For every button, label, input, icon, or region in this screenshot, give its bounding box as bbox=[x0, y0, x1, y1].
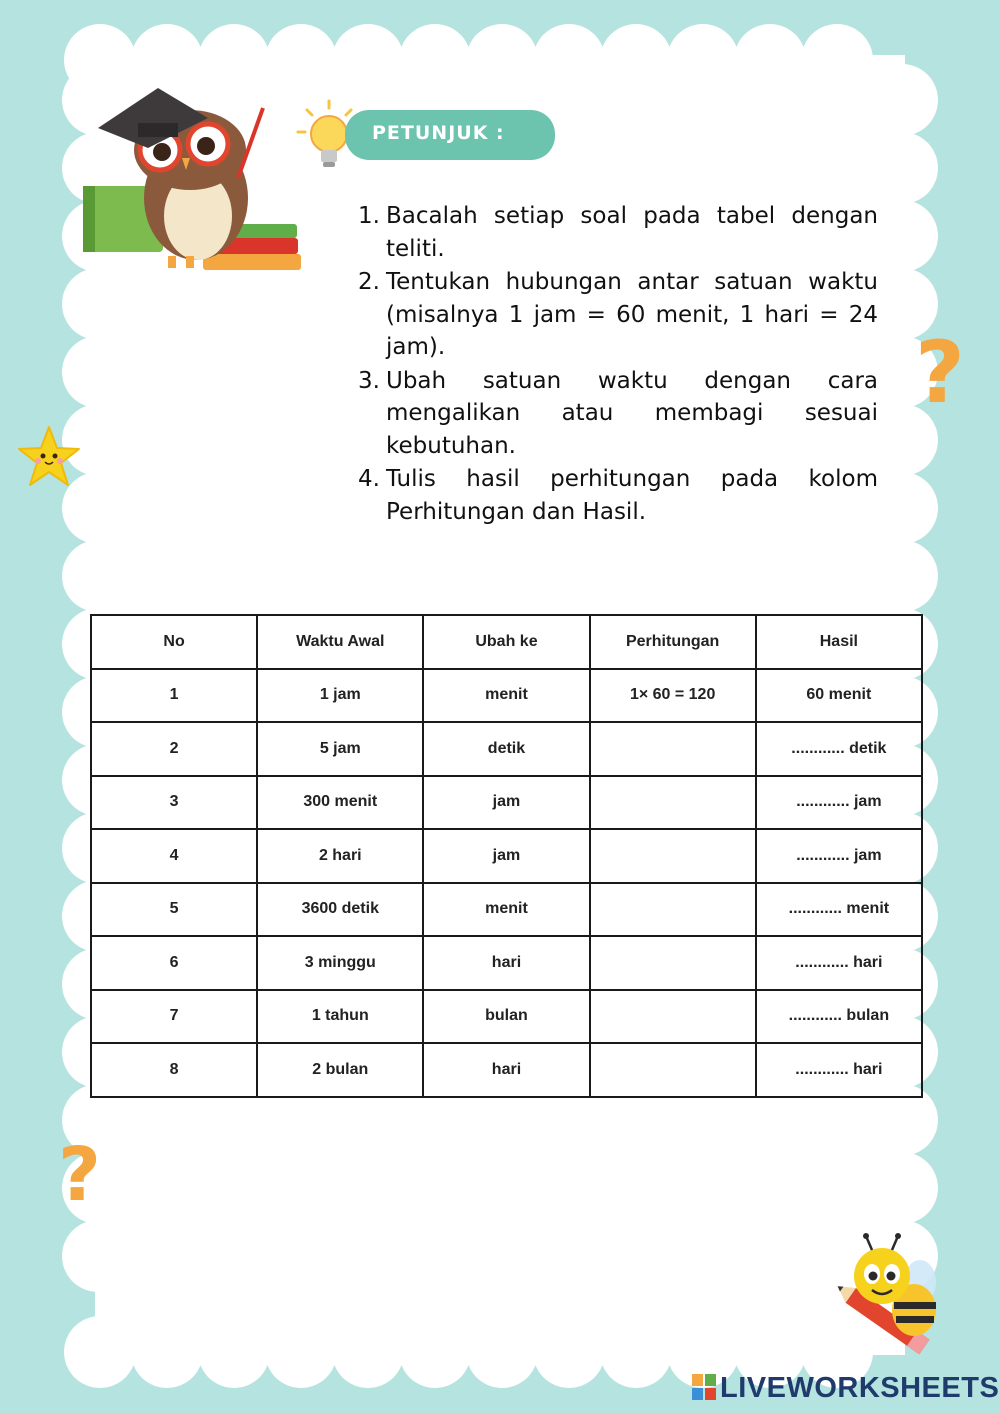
cell-waktu-awal: 300 menit bbox=[257, 776, 423, 830]
table-row bbox=[91, 936, 922, 990]
cell-hasil[interactable]: ............ hari bbox=[756, 936, 922, 990]
instruction-item bbox=[358, 200, 878, 265]
star-character-icon bbox=[16, 424, 82, 490]
bee-pencil-illustration bbox=[822, 1232, 952, 1356]
cell-waktu-awal: 2 bulan bbox=[257, 1043, 423, 1097]
frame-scallop bbox=[600, 1316, 672, 1388]
cell-perhitungan[interactable]: 1× 60 = 120 bbox=[590, 669, 756, 723]
cell-perhitungan[interactable] bbox=[590, 829, 756, 883]
frame-scallop bbox=[466, 24, 538, 96]
instructions-list bbox=[358, 200, 878, 529]
table-row bbox=[91, 829, 922, 883]
instruction-text: Bacalah setiap soal pada tabel dengan teliti. bbox=[386, 203, 878, 262]
header-no: No bbox=[91, 615, 257, 669]
cell-hasil[interactable]: ............ detik bbox=[756, 722, 922, 776]
cell-no: 6 bbox=[91, 936, 257, 990]
cell-waktu-awal: 3 minggu bbox=[257, 936, 423, 990]
frame-scallop bbox=[600, 24, 672, 96]
instruction-item bbox=[358, 365, 878, 463]
frame-scallop bbox=[866, 540, 938, 612]
table-row bbox=[91, 776, 922, 830]
instruction-number: 1. bbox=[358, 203, 380, 229]
cell-perhitungan[interactable] bbox=[590, 990, 756, 1044]
table-row bbox=[91, 883, 922, 937]
cell-no: 7 bbox=[91, 990, 257, 1044]
frame-scallop bbox=[198, 1316, 270, 1388]
table-header-row bbox=[91, 615, 922, 669]
frame-scallop bbox=[131, 1316, 203, 1388]
cell-waktu-awal: 5 jam bbox=[257, 722, 423, 776]
header-hasil: Hasil bbox=[756, 615, 922, 669]
cell-ubah-ke: detik bbox=[423, 722, 589, 776]
table-row bbox=[91, 1043, 922, 1097]
cell-perhitungan[interactable] bbox=[590, 722, 756, 776]
frame-scallop bbox=[667, 24, 739, 96]
frame-scallop bbox=[64, 1316, 136, 1388]
liveworksheets-logo-icon bbox=[692, 1374, 716, 1400]
table-row bbox=[91, 669, 922, 723]
instruction-number: 2. bbox=[358, 269, 380, 295]
frame-scallop bbox=[866, 132, 938, 204]
instruction-text: Tulis hasil perhitungan pada kolom Perhitungan dan Hasil. bbox=[386, 466, 878, 525]
frame-scallop bbox=[62, 336, 134, 408]
cell-waktu-awal: 1 jam bbox=[257, 669, 423, 723]
cell-hasil[interactable]: ............ menit bbox=[756, 883, 922, 937]
table-row bbox=[91, 722, 922, 776]
cell-perhitungan[interactable] bbox=[590, 936, 756, 990]
cell-no: 1 bbox=[91, 669, 257, 723]
instruction-text: Tentukan hubungan antar satuan waktu (misalnya 1 jam = 60 menit, 1 hari = 24 jam). bbox=[386, 269, 878, 360]
cell-perhitungan[interactable] bbox=[590, 1043, 756, 1097]
cell-hasil[interactable]: ............ jam bbox=[756, 776, 922, 830]
header-ubah-ke: Ubah ke bbox=[423, 615, 589, 669]
cell-ubah-ke: menit bbox=[423, 883, 589, 937]
cell-no: 8 bbox=[91, 1043, 257, 1097]
instruction-text: Ubah satuan waktu dengan cara mengalikan atau membagi sesuai kebutuhan. bbox=[386, 367, 878, 459]
instruction-item bbox=[358, 463, 878, 528]
time-conversion-table bbox=[90, 614, 923, 1098]
instruction-number: 4. bbox=[358, 466, 380, 492]
frame-scallop bbox=[866, 1152, 938, 1224]
cell-ubah-ke: bulan bbox=[423, 990, 589, 1044]
cell-perhitungan[interactable] bbox=[590, 883, 756, 937]
cell-ubah-ke: hari bbox=[423, 1043, 589, 1097]
frame-scallop bbox=[62, 540, 134, 612]
frame-scallop bbox=[466, 1316, 538, 1388]
cell-no: 2 bbox=[91, 722, 257, 776]
header-waktu-awal: Waktu Awal bbox=[257, 615, 423, 669]
cell-waktu-awal: 1 tahun bbox=[257, 990, 423, 1044]
frame-scallop bbox=[399, 1316, 471, 1388]
liveworksheets-brand: LIVEWORKSHEETS bbox=[720, 1372, 1000, 1404]
frame-scallop bbox=[533, 24, 605, 96]
cell-no: 5 bbox=[91, 883, 257, 937]
cell-no: 4 bbox=[91, 829, 257, 883]
cell-ubah-ke: hari bbox=[423, 936, 589, 990]
cell-ubah-ke: jam bbox=[423, 776, 589, 830]
frame-scallop bbox=[866, 64, 938, 136]
cell-waktu-awal: 3600 detik bbox=[257, 883, 423, 937]
cell-ubah-ke: jam bbox=[423, 829, 589, 883]
frame-scallop bbox=[533, 1316, 605, 1388]
frame-scallop bbox=[332, 24, 404, 96]
frame-scallop bbox=[332, 1316, 404, 1388]
cell-hasil[interactable]: ............ bulan bbox=[756, 990, 922, 1044]
table-row bbox=[91, 990, 922, 1044]
frame-scallop bbox=[265, 1316, 337, 1388]
frame-scallop bbox=[399, 24, 471, 96]
frame-scallop bbox=[62, 1220, 134, 1292]
cell-waktu-awal: 2 hari bbox=[257, 829, 423, 883]
cell-hasil[interactable]: ............ jam bbox=[756, 829, 922, 883]
cell-ubah-ke: menit bbox=[423, 669, 589, 723]
frame-scallop bbox=[801, 24, 873, 96]
instructions-title: PETUNJUK : bbox=[372, 122, 505, 144]
header-perhitungan: Perhitungan bbox=[590, 615, 756, 669]
owl-teacher-illustration bbox=[78, 78, 310, 278]
frame-scallop bbox=[734, 24, 806, 96]
cell-perhitungan[interactable] bbox=[590, 776, 756, 830]
frame-scallop bbox=[62, 268, 134, 340]
question-mark-decoration: ? bbox=[58, 1132, 101, 1218]
cell-no: 3 bbox=[91, 776, 257, 830]
instruction-item bbox=[358, 266, 878, 364]
cell-hasil[interactable]: 60 menit bbox=[756, 669, 922, 723]
question-mark-decoration: ? bbox=[915, 323, 965, 423]
instruction-number: 3. bbox=[358, 367, 380, 394]
cell-hasil[interactable]: ............ hari bbox=[756, 1043, 922, 1097]
